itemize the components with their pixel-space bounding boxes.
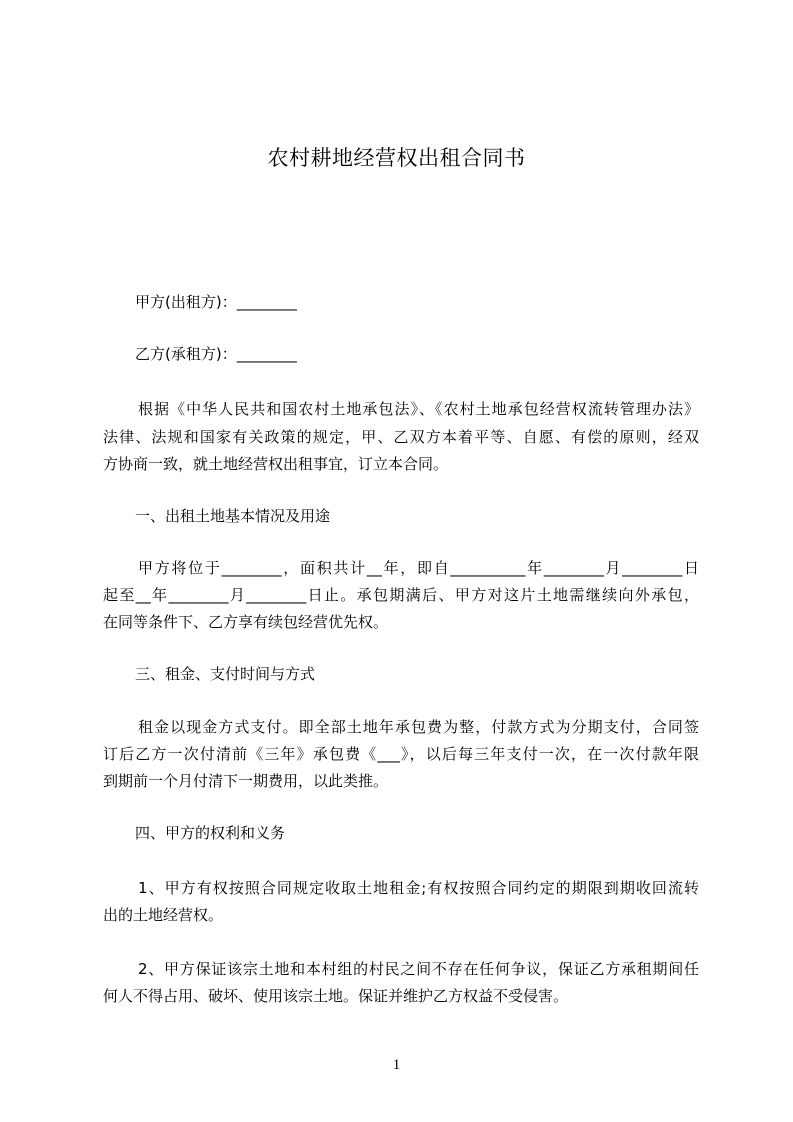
section-3-heading: 三、租金、支付时间与方式	[135, 665, 316, 683]
section-4-clause-1-line-1: 1、甲方有权按照合同规定收取土地租金;有权按照合同约定的期限到期收回流转	[138, 879, 699, 897]
section-4-clause-2-line-1: 2、甲方保证该宗土地和本村组的村民之间不存在任何争议，保证乙方承租期间任	[138, 960, 699, 978]
section-1-heading: 一、出租土地基本情况及用途	[135, 507, 331, 525]
section-4-clause-1-line-2: 出的土地经营权。	[103, 906, 224, 924]
section-3-line-2: 订后乙方一次付清前《三年》承包费《___》，以后每三年支付一次，在一次付款年限	[103, 745, 699, 763]
section-1-line-2: 起至__年________月________日止。承包期满后、甲方对这片土地需继续向外承包，	[103, 586, 699, 604]
section-4-clause-2-line-2: 何人不得占用、破坏、使用该宗土地。保证并维护乙方权益不受侵害。	[103, 987, 569, 1005]
section-3-line-3: 到期前一个月付清下一期费用，以此类推。	[103, 772, 389, 790]
preamble-line-3: 方协商一致，就土地经营权出租事宜，订立本合同。	[103, 455, 449, 473]
section-1-line-3: 在同等条件下、乙方享有续包经营优先权。	[103, 613, 389, 631]
page-number: 1	[392, 1057, 401, 1073]
section-4-heading: 四、甲方的权利和义务	[135, 824, 286, 842]
preamble-line-2: 法律、法规和国家有关政策的规定，甲、乙双方本着平等、自愿、有偿的原则，经双	[103, 428, 699, 446]
section-1-line-1: 甲方将位于________，面积共计__年，即自__________年________月________日	[138, 559, 699, 577]
section-3-line-1: 租金以现金方式支付。即全部土地年承包费为整，付款方式为分期支付，合同签	[138, 718, 699, 736]
party-b-line: 乙方(承租方)：________	[135, 345, 297, 363]
preamble-line-1: 根据《中华人民共和国农村土地承包法》、《农村土地承包经营权流转管理办法》	[138, 400, 699, 418]
document-title: 农村耕地经营权出租合同书	[267, 146, 526, 170]
party-a-line: 甲方(出租方)：________	[135, 293, 297, 311]
